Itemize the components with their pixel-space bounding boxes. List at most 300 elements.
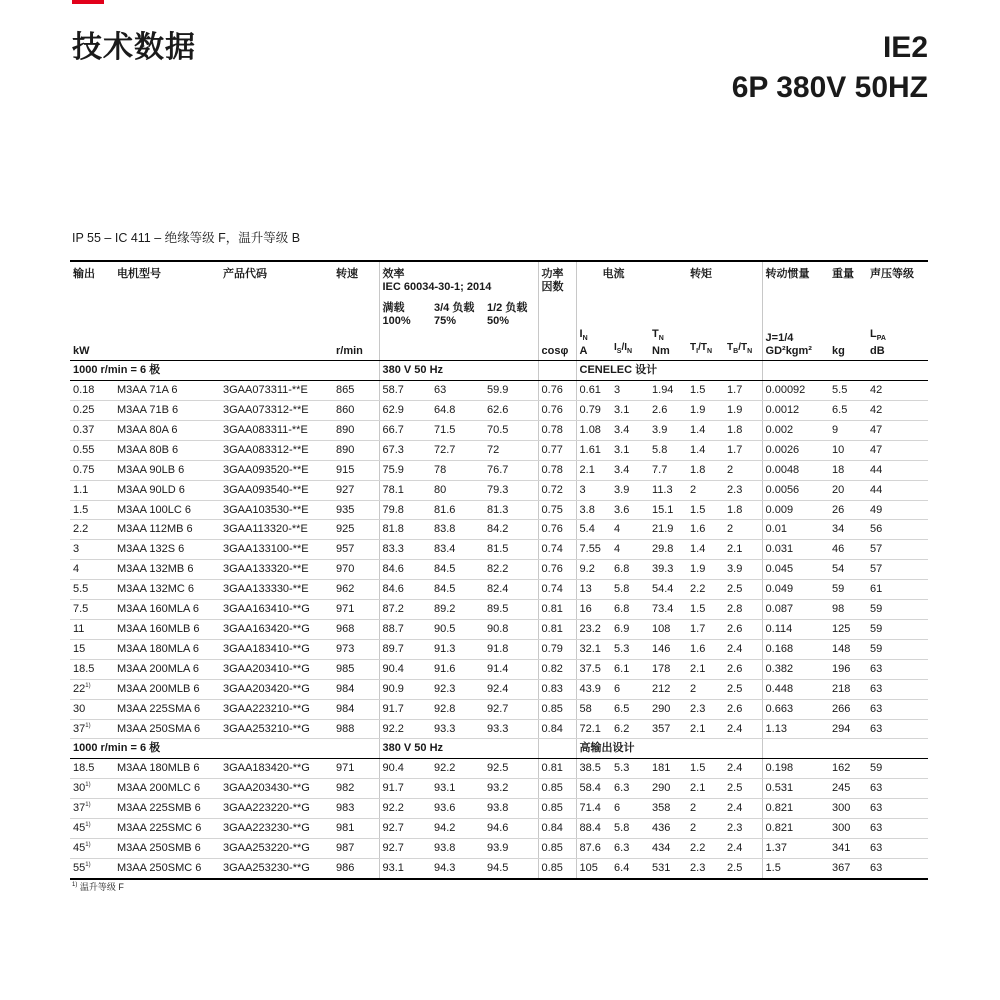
cell-weight: 148 — [829, 639, 867, 659]
cell-output-kw — [70, 540, 114, 560]
cell-tb-tn: 2.4 — [724, 719, 762, 739]
section-label: 380 V 50 Hz — [379, 739, 538, 759]
cell-ti-tn: 1.6 — [687, 639, 724, 659]
cell-cos-phi: 0.79 — [538, 639, 576, 659]
cell-weight: 341 — [829, 838, 867, 858]
cell-ti-tn: 1.8 — [687, 460, 724, 480]
cell-ti-tn: 2.1 — [687, 719, 724, 739]
section-label: 1000 r/min = 6 极 — [70, 361, 379, 381]
cell-torque-tn: 29.8 — [649, 540, 687, 560]
cell-is-in: 4 — [611, 520, 649, 540]
cell-noise: 63 — [867, 699, 928, 719]
footnote-mark: 1) — [85, 782, 91, 789]
table-row — [70, 699, 928, 719]
cell-current-in: 88.4 — [576, 819, 611, 839]
cell-output-kw — [70, 699, 114, 719]
footnote-text: 温升等级 F — [79, 882, 124, 892]
cell-inertia: 0.531 — [762, 779, 829, 799]
cell-ti-tn: 1.4 — [687, 440, 724, 460]
output-value: 7.5 — [73, 603, 89, 616]
cell-torque-tn: 212 — [649, 679, 687, 699]
section-label — [762, 739, 928, 759]
cell-model: M3AA 250SMC 6 — [114, 858, 220, 878]
cell-eff-75: 80 — [431, 480, 484, 500]
cell-tb-tn: 3.9 — [724, 560, 762, 580]
cell-weight: 9 — [829, 420, 867, 440]
cell-output-kw — [70, 520, 114, 540]
cell-output-kw — [70, 619, 114, 639]
cell-eff-50: 90.8 — [484, 619, 538, 639]
cell-current-in: 3 — [576, 480, 611, 500]
cell-output-kw — [70, 679, 114, 699]
table-row — [70, 759, 928, 779]
cell-eff-75: 84.5 — [431, 560, 484, 580]
cell-tb-tn: 1.9 — [724, 401, 762, 421]
cell-torque-tn: 3.9 — [649, 420, 687, 440]
cell-tb-tn: 1.8 — [724, 500, 762, 520]
cell-inertia: 0.049 — [762, 580, 829, 600]
cell-ti-tn: 1.5 — [687, 500, 724, 520]
output-value: 45 — [73, 822, 86, 835]
cell-eff-75: 92.8 — [431, 699, 484, 719]
cell-weight: 54 — [829, 560, 867, 580]
cell-output-kw — [70, 838, 114, 858]
cell-code: 3GAA103530-**E — [220, 500, 333, 520]
cell-torque-tn: 7.7 — [649, 460, 687, 480]
footnote-mark: 1) — [72, 882, 78, 888]
cell-output-kw — [70, 500, 114, 520]
cell-model: M3AA 132S 6 — [114, 540, 220, 560]
cell-torque-tn: 2.6 — [649, 401, 687, 421]
cell-noise: 44 — [867, 460, 928, 480]
cell-eff-50: 94.6 — [484, 819, 538, 839]
cell-tb-tn: 2.8 — [724, 600, 762, 620]
cell-model: M3AA 90LD 6 — [114, 480, 220, 500]
col-full-load: 满载 100% — [379, 294, 431, 328]
cell-eff-100: 79.8 — [379, 500, 431, 520]
cell-eff-100: 92.2 — [379, 799, 431, 819]
cell-eff-50: 89.5 — [484, 600, 538, 620]
cell-tb-tn: 1.7 — [724, 440, 762, 460]
section-label: CENELEC 设计 — [576, 361, 762, 381]
cell-weight: 162 — [829, 759, 867, 779]
cell-inertia: 0.448 — [762, 679, 829, 699]
cell-output-kw — [70, 779, 114, 799]
cell-tb-tn: 2.4 — [724, 639, 762, 659]
cell-is-in: 6 — [611, 679, 649, 699]
cell-eff-50: 81.5 — [484, 540, 538, 560]
cell-eff-75: 83.8 — [431, 520, 484, 540]
cell-code: 3GAA223230-**G — [220, 819, 333, 839]
cell-ti-tn: 2 — [687, 679, 724, 699]
cell-inertia: 1.13 — [762, 719, 829, 739]
cell-output-kw — [70, 719, 114, 739]
cell-eff-100: 90.4 — [379, 659, 431, 679]
cell-eff-75: 78 — [431, 460, 484, 480]
table-row — [70, 858, 928, 878]
section-label: 1000 r/min = 6 极 — [70, 739, 379, 759]
output-value: 18.5 — [73, 662, 95, 675]
cell-model: M3AA 250SMB 6 — [114, 838, 220, 858]
cell-speed: 988 — [333, 719, 379, 739]
cell-weight: 196 — [829, 659, 867, 679]
col-power-factor: 功率因数 — [538, 261, 576, 294]
cell-noise: 59 — [867, 600, 928, 620]
output-value: 18.5 — [73, 762, 95, 775]
cell-cos-phi: 0.85 — [538, 799, 576, 819]
cell-cos-phi: 0.76 — [538, 401, 576, 421]
cell-is-in: 5.8 — [611, 580, 649, 600]
cell-current-in: 105 — [576, 858, 611, 878]
cell-eff-75: 84.5 — [431, 580, 484, 600]
cell-model: M3AA 225SMC 6 — [114, 819, 220, 839]
cell-eff-50: 72 — [484, 440, 538, 460]
cell-current-in: 0.79 — [576, 401, 611, 421]
cell-tb-tn: 2.4 — [724, 799, 762, 819]
cell-is-in: 6.4 — [611, 858, 649, 878]
cell-eff-50: 92.5 — [484, 759, 538, 779]
cell-code: 3GAA163410-**G — [220, 600, 333, 620]
cell-weight: 367 — [829, 858, 867, 878]
cell-model: M3AA 112MB 6 — [114, 520, 220, 540]
cell-noise: 61 — [867, 580, 928, 600]
unit-cos: cosφ — [538, 328, 576, 361]
output-value: 15 — [73, 642, 86, 655]
cell-current-in: 13 — [576, 580, 611, 600]
table-row — [70, 480, 928, 500]
cell-tb-tn: 2.1 — [724, 540, 762, 560]
cell-ti-tn: 1.5 — [687, 600, 724, 620]
cell-weight: 46 — [829, 540, 867, 560]
cell-cos-phi: 0.77 — [538, 440, 576, 460]
cell-eff-100: 81.8 — [379, 520, 431, 540]
cell-noise: 63 — [867, 779, 928, 799]
cell-eff-75: 72.7 — [431, 440, 484, 460]
table-row — [70, 381, 928, 401]
cell-is-in: 3.1 — [611, 440, 649, 460]
cell-eff-100: 62.9 — [379, 401, 431, 421]
technical-data-table-wrapper — [70, 260, 930, 880]
cell-eff-100: 78.1 — [379, 480, 431, 500]
col-three-quarter-load: 3/4 负载 75% — [434, 302, 475, 327]
table-row — [70, 619, 928, 639]
cell-output-kw — [70, 381, 114, 401]
cell-code: 3GAA073312-**E — [220, 401, 333, 421]
cell-inertia: 0.663 — [762, 699, 829, 719]
cell-weight: 59 — [829, 580, 867, 600]
cell-inertia: 0.031 — [762, 540, 829, 560]
cell-speed: 927 — [333, 480, 379, 500]
cell-noise: 59 — [867, 759, 928, 779]
cell-torque-tn: 181 — [649, 759, 687, 779]
cell-eff-50: 92.4 — [484, 679, 538, 699]
output-value: 30 — [73, 702, 86, 715]
cell-code: 3GAA083312-**E — [220, 440, 333, 460]
cell-torque-tn: 178 — [649, 659, 687, 679]
cell-eff-50: 91.4 — [484, 659, 538, 679]
unit-tn: $T_N$ Nm — [649, 328, 687, 361]
cell-tb-tn: 2.6 — [724, 619, 762, 639]
cell-speed: 860 — [333, 401, 379, 421]
cell-speed: 987 — [333, 838, 379, 858]
cell-inertia: 0.821 — [762, 819, 829, 839]
cell-is-in: 3.9 — [611, 480, 649, 500]
cell-current-in: 32.1 — [576, 639, 611, 659]
cell-torque-tn: 54.4 — [649, 580, 687, 600]
header-row-units — [70, 328, 928, 361]
cell-is-in: 6 — [611, 799, 649, 819]
cell-current-in: 5.4 — [576, 520, 611, 540]
cell-weight: 98 — [829, 600, 867, 620]
footnote — [72, 880, 124, 893]
table-row — [70, 719, 928, 739]
cell-code: 3GAA203410-**G — [220, 659, 333, 679]
cell-is-in: 3.4 — [611, 420, 649, 440]
cell-inertia: 0.0026 — [762, 440, 829, 460]
cell-cos-phi: 0.78 — [538, 460, 576, 480]
col-efficiency: 效率 IEC 60034-30-1; 2014 — [379, 261, 538, 294]
cell-eff-100: 92.7 — [379, 819, 431, 839]
cell-inertia: 0.002 — [762, 420, 829, 440]
cell-cos-phi: 0.84 — [538, 819, 576, 839]
cell-inertia: 0.198 — [762, 759, 829, 779]
cell-weight: 6.5 — [829, 401, 867, 421]
efficiency-class: IE2 — [882, 31, 928, 64]
cell-torque-tn: 21.9 — [649, 520, 687, 540]
table-row — [70, 799, 928, 819]
table-row — [70, 838, 928, 858]
unit-kw: kW — [70, 328, 114, 361]
cell-eff-100: 90.4 — [379, 759, 431, 779]
cell-weight: 5.5 — [829, 381, 867, 401]
cell-torque-tn: 434 — [649, 838, 687, 858]
cell-noise: 63 — [867, 858, 928, 878]
cell-current-in: 2.1 — [576, 460, 611, 480]
cell-torque-tn: 15.1 — [649, 500, 687, 520]
output-value: 1.5 — [73, 503, 89, 516]
cell-code: 3GAA223210-**G — [220, 699, 333, 719]
cell-cos-phi: 0.84 — [538, 719, 576, 739]
cell-code: 3GAA073311-**E — [220, 381, 333, 401]
cell-model: M3AA 225SMA 6 — [114, 699, 220, 719]
cell-torque-tn: 358 — [649, 799, 687, 819]
cell-current-in: 43.9 — [576, 679, 611, 699]
cell-tb-tn: 2.5 — [724, 679, 762, 699]
cell-code: 3GAA183420-**G — [220, 759, 333, 779]
cell-cos-phi: 0.76 — [538, 381, 576, 401]
output-value: 0.75 — [73, 463, 95, 476]
cell-noise: 63 — [867, 679, 928, 699]
section-label: 380 V 50 Hz — [379, 361, 538, 381]
cell-speed: 973 — [333, 639, 379, 659]
cell-speed: 984 — [333, 679, 379, 699]
footnote-mark: 1) — [85, 682, 91, 689]
cell-noise: 63 — [867, 659, 928, 679]
cell-is-in: 3.4 — [611, 460, 649, 480]
cell-torque-tn: 39.3 — [649, 560, 687, 580]
table-row — [70, 819, 928, 839]
table-row — [70, 540, 928, 560]
cell-speed: 984 — [333, 699, 379, 719]
cell-ti-tn: 2.3 — [687, 699, 724, 719]
unit-inertia: J=1/4 GD²kgm² — [762, 328, 829, 361]
cell-ti-tn: 1.6 — [687, 520, 724, 540]
cell-weight: 245 — [829, 779, 867, 799]
cell-current-in: 58 — [576, 699, 611, 719]
cell-current-in: 38.5 — [576, 759, 611, 779]
cell-tb-tn: 2.3 — [724, 819, 762, 839]
unit-kg: kg — [829, 328, 867, 361]
unit-tb-tn: $T_B/T_N$ — [724, 328, 762, 361]
output-value: 0.25 — [73, 404, 95, 416]
page-title: 技术数据 — [72, 31, 196, 64]
col-code: 产品代码 — [220, 261, 333, 294]
cell-noise: 49 — [867, 500, 928, 520]
cell-speed: 925 — [333, 520, 379, 540]
cell-current-in: 72.1 — [576, 719, 611, 739]
cell-eff-75: 81.6 — [431, 500, 484, 520]
protection-class-line: IP 55 – IC 411 – 绝缘等级 F，温升等级 B — [72, 231, 301, 245]
cell-speed: 971 — [333, 759, 379, 779]
cell-tb-tn: 2.4 — [724, 838, 762, 858]
cell-weight: 18 — [829, 460, 867, 480]
cell-eff-75: 92.2 — [431, 759, 484, 779]
cell-inertia: 0.168 — [762, 639, 829, 659]
cell-noise: 63 — [867, 799, 928, 819]
cell-eff-100: 84.6 — [379, 560, 431, 580]
output-value: 0.37 — [73, 423, 95, 436]
cell-eff-75: 83.4 — [431, 540, 484, 560]
cell-output-kw — [70, 600, 114, 620]
cell-output-kw — [70, 799, 114, 819]
cell-output-kw — [70, 560, 114, 580]
cell-inertia: 0.821 — [762, 799, 829, 819]
cell-is-in: 5.3 — [611, 759, 649, 779]
cell-ti-tn: 2.1 — [687, 779, 724, 799]
col-noise: 声压等级 — [867, 261, 928, 294]
output-value: 3 — [73, 543, 80, 556]
cell-cos-phi: 0.75 — [538, 500, 576, 520]
cell-code: 3GAA223220-**G — [220, 799, 333, 819]
cell-model: M3AA 90LB 6 — [114, 460, 220, 480]
cell-eff-75: 93.6 — [431, 799, 484, 819]
cell-eff-100: 67.3 — [379, 440, 431, 460]
output-value: 1.1 — [73, 483, 89, 496]
cell-inertia: 1.5 — [762, 858, 829, 878]
cell-torque-tn: 11.3 — [649, 480, 687, 500]
cell-code: 3GAA253230-**G — [220, 858, 333, 878]
cell-eff-50: 94.5 — [484, 858, 538, 878]
table-row — [70, 600, 928, 620]
cell-noise: 57 — [867, 560, 928, 580]
cell-code: 3GAA203430-**G — [220, 779, 333, 799]
cell-eff-100: 88.7 — [379, 619, 431, 639]
col-torque: 转矩 — [687, 261, 762, 294]
cell-inertia: 0.087 — [762, 600, 829, 620]
table-row — [70, 460, 928, 480]
cell-current-in: 1.08 — [576, 420, 611, 440]
cell-inertia: 0.0048 — [762, 460, 829, 480]
cell-output-kw — [70, 639, 114, 659]
header-row-load-levels — [70, 294, 928, 328]
cell-model: M3AA 250SMA 6 — [114, 719, 220, 739]
cell-code: 3GAA183410-**G — [220, 639, 333, 659]
section-row — [70, 361, 928, 381]
cell-model: M3AA 132MC 6 — [114, 580, 220, 600]
cell-current-in: 58.4 — [576, 779, 611, 799]
cell-eff-75: 94.2 — [431, 819, 484, 839]
col-speed: 转速 — [333, 261, 379, 294]
footnote-mark: 1) — [85, 861, 91, 868]
cell-eff-50: 93.2 — [484, 779, 538, 799]
cell-is-in: 4 — [611, 540, 649, 560]
output-value: 22 — [73, 682, 86, 695]
cell-weight: 20 — [829, 480, 867, 500]
unit-ti-tn: $T_I/T_N$ — [687, 328, 724, 361]
cell-eff-75: 93.3 — [431, 719, 484, 739]
cell-speed: 915 — [333, 460, 379, 480]
col-model: 电机型号 — [114, 261, 220, 294]
cell-is-in: 3.1 — [611, 401, 649, 421]
output-value: 30 — [73, 782, 86, 795]
cell-eff-100: 87.2 — [379, 600, 431, 620]
cell-eff-50: 76.7 — [484, 460, 538, 480]
cell-cos-phi: 0.83 — [538, 679, 576, 699]
cell-eff-50: 93.8 — [484, 799, 538, 819]
cell-speed: 968 — [333, 619, 379, 639]
cell-cos-phi: 0.85 — [538, 779, 576, 799]
unit-rmin: r/min — [333, 328, 379, 361]
cell-ti-tn: 1.5 — [687, 381, 724, 401]
footnote-mark: 1) — [85, 802, 91, 809]
accent-bar — [72, 0, 104, 4]
cell-eff-50: 82.2 — [484, 560, 538, 580]
cell-ti-tn: 1.5 — [687, 759, 724, 779]
cell-noise: 59 — [867, 619, 928, 639]
cell-tb-tn: 1.8 — [724, 420, 762, 440]
cell-code: 3GAA163420-**G — [220, 619, 333, 639]
cell-cos-phi: 0.76 — [538, 520, 576, 540]
cell-eff-50: 84.2 — [484, 520, 538, 540]
cell-eff-100: 92.7 — [379, 838, 431, 858]
cell-cos-phi: 0.76 — [538, 560, 576, 580]
cell-speed: 865 — [333, 381, 379, 401]
table-row — [70, 401, 928, 421]
cell-eff-100: 75.9 — [379, 460, 431, 480]
cell-is-in: 6.2 — [611, 719, 649, 739]
cell-current-in: 1.61 — [576, 440, 611, 460]
cell-eff-100: 90.9 — [379, 679, 431, 699]
cell-speed: 962 — [333, 580, 379, 600]
cell-cos-phi: 0.81 — [538, 619, 576, 639]
cell-is-in: 6.3 — [611, 779, 649, 799]
cell-eff-75: 90.5 — [431, 619, 484, 639]
cell-cos-phi: 0.85 — [538, 699, 576, 719]
section-label — [538, 361, 576, 381]
cell-torque-tn: 357 — [649, 719, 687, 739]
cell-torque-tn: 73.4 — [649, 600, 687, 620]
cell-model: M3AA 160MLA 6 — [114, 600, 220, 620]
cell-eff-50: 92.7 — [484, 699, 538, 719]
cell-tb-tn: 2.5 — [724, 580, 762, 600]
header-row-group-labels — [70, 261, 928, 294]
cell-current-in: 0.61 — [576, 381, 611, 401]
cell-weight: 34 — [829, 520, 867, 540]
cell-cos-phi: 0.81 — [538, 600, 576, 620]
cell-speed: 957 — [333, 540, 379, 560]
footnote-mark: 1) — [85, 722, 91, 729]
cell-eff-75: 92.3 — [431, 679, 484, 699]
